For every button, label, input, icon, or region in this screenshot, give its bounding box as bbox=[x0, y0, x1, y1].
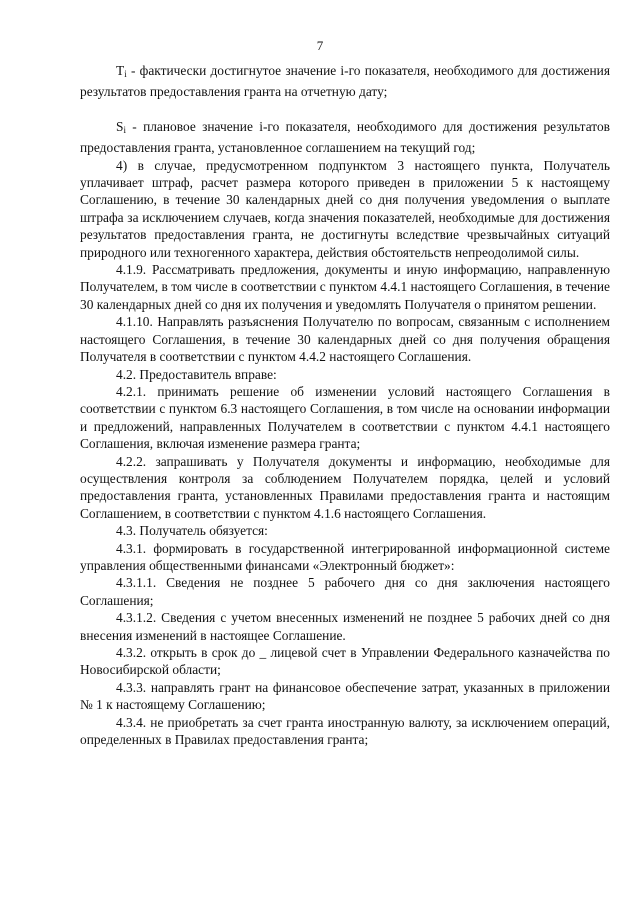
formula-t-symbol: T bbox=[116, 63, 125, 78]
paragraph-4-1-9: 4.1.9. Рассматривать предложения, документы и иную информацию, направленную Получателем, в том числе в соответствии с пунктом 4.4.1 настоящего Соглашения, в течение 30 календарных дней со дня их получения и уведомлять Получателя о принятом решении. bbox=[80, 262, 610, 312]
formula-s-text: - плановое значение i-го показателя, необходимого для достижения результатов предоставления гранта, установленное соглашением на текущий год; bbox=[80, 118, 610, 156]
paragraph-4-1-10: 4.1.10. Направлять разъяснения Получателю по вопросам, связанным с исполнением настоящего Соглашения, в течение 30 календарных дней со дня получения обращения Получателя в соответствии с пунктом 4.4.2 настоящего Соглашения. bbox=[80, 314, 610, 365]
paragraph-4-2: 4.2. Предоставитель вправе: bbox=[116, 366, 277, 382]
paragraph-4-3-3: 4.3.3. направлять грант на финансовое обеспечение затрат, указанных в приложении № 1 к настоящему Соглашению; bbox=[80, 679, 610, 713]
paragraph-4-2-2: 4.2.2. запрашивать у Получателя документы и информацию, необходимые для осуществления контроля за соблюдением Получателем порядка, целей и условий предоставления гранта, установленных Правилами предоставления гранта и настоящим Соглашением, в соответствии с пунктом 4.1.6 настоящего Соглашения. bbox=[80, 453, 610, 521]
formula-t-text: - фактически достигнутое значение i-го показателя, необходимого для достижения результатов предоставления гранта на отчетную дату; bbox=[80, 63, 610, 100]
formula-t-definition bbox=[80, 62, 610, 101]
paragraph-4-2-1: 4.2.1. принимать решение об изменении условий настоящего Соглашения в соответствии с пунктом 6.3 настоящего Соглашения, в том числе на основании информации и предложений, направленных Получателем в соответствии с пунктом 4.4.1 настоящего Соглашения, включая изменение размера гранта; bbox=[80, 383, 610, 452]
paragraph-4-3-4: 4.3.4. не приобретать за счет гранта иностранную валюту, за исключением операций, определенных в Правилах предоставления гранта; bbox=[80, 714, 610, 748]
document-body bbox=[80, 62, 610, 748]
formula-s-symbol: S bbox=[116, 118, 124, 134]
paragraph-4-3-2: 4.3.2. открыть в срок до _ лицевой счет в Управлении Федерального казначейства по Новосибирской области; bbox=[80, 645, 610, 678]
paragraph-4-3: 4.3. Получатель обязуется: bbox=[116, 523, 268, 539]
paragraph-4-3-1: 4.3.1. формировать в государственной интегрированной информационной системе управления общественными финансами «Электронный бюджет»: bbox=[80, 540, 610, 573]
formula-t-subscript: i bbox=[124, 69, 127, 79]
paragraph-4-3-1-1: 4.3.1.1. Сведения не позднее 5 рабочего дня со дня заключения настоящего Соглашения; bbox=[80, 575, 610, 608]
formula-s-subscript: i bbox=[123, 124, 126, 135]
formula-s-definition bbox=[80, 118, 610, 157]
page-number: 7 bbox=[316, 38, 324, 53]
paragraph-4-penalty: 4) в случае, предусмотренном подпунктом 3 настоящего пункта, Получатель уплачивает штраф, расчет размера которого приведен в приложении 5 к настоящему Соглашению, в течение 30 календарных дней со дня получения уведомления о выплате штрафа за исключением случаев, когда значения показателей, необходимые для достижения результатов предоставления гранта, не достигнуты вследствие чрезвычайных ситуаций природного или техногенного характера, действия обстоятельств непреодолимой силы. bbox=[80, 157, 610, 260]
paragraph-4-3-1-2: 4.3.1.2. Сведения с учетом внесенных изменений не позднее 5 рабочих дней со дня внесения изменений в настоящее Соглашение. bbox=[80, 610, 610, 643]
